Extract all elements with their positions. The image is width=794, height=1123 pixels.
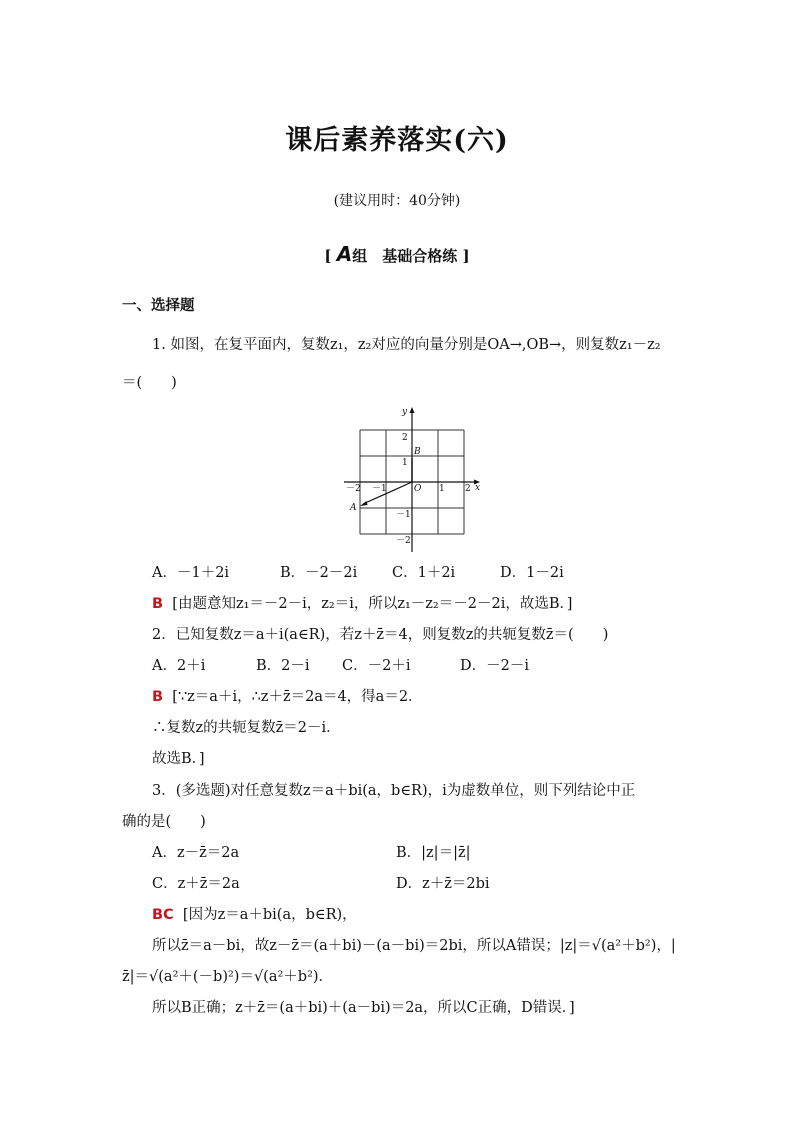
complex-plane-figure — [336, 402, 486, 554]
q2-solution-line3: 故选B．] — [152, 751, 205, 767]
q2-option-b: B．2－i — [256, 658, 310, 674]
q3-option-b: B．|z|＝|z̄| — [396, 845, 471, 861]
q3-option-a: A．z－z̄＝2a — [152, 845, 240, 861]
time-note: (建议用时：40分钟) — [333, 193, 461, 209]
tick-y-2: 2 — [402, 433, 408, 443]
q1-answer: B — [152, 596, 164, 612]
group-header — [0, 242, 794, 266]
q3-answer: BC — [152, 907, 174, 923]
tick-x-m2: －2 — [346, 484, 361, 494]
vector-oa — [363, 482, 412, 504]
tick-y-m2: －2 — [396, 536, 411, 546]
q1-option-d: D．1－2i — [500, 565, 564, 581]
q3-stem-line2: 确的是( ) — [122, 814, 206, 830]
section-heading: 一、选择题 — [122, 297, 195, 314]
q1-stem-line1: 1. 如图，在复平面内，复数z₁，z₂对应的向量分别是OA→,OB→，则复数z₁－z₂ — [152, 337, 661, 353]
q3-solution-line2: 所以z̄＝a－bi，故z－z̄＝(a＋bi)－(a－bi)＝2bi，所以A错误；|z|＝√(a²＋b²)，| — [152, 938, 676, 954]
q3-options-row2 — [152, 874, 712, 894]
tick-x-2: 2 — [465, 484, 471, 494]
q1-solution — [152, 594, 572, 614]
group-label: 组 基础合格练 — [352, 247, 458, 265]
group-letter: A — [336, 242, 353, 266]
bracket-left: [ — [324, 247, 332, 265]
origin-label: O — [414, 484, 422, 494]
point-b-label: B — [414, 447, 421, 457]
q3-solution-text1: [因为z＝a＋bi(a，b∈R)， — [182, 907, 357, 923]
q2-solution-text1: [∵z＝a＋i，∴z＋z̄＝2a＝4，得a＝2． — [172, 689, 423, 705]
q2-options — [152, 656, 712, 676]
point-a-label: A — [350, 503, 357, 513]
q2-answer: B — [152, 689, 164, 705]
q2-stem: 2．已知复数z＝a＋i(a∈R)，若z＋z̄＝4，则复数z的共轭复数z̄＝( ) — [152, 627, 609, 643]
q2-solution-line1 — [152, 687, 423, 707]
tick-x-1: 1 — [439, 484, 445, 494]
q3-solution-line4: 所以B正确；z＋z̄＝(a＋bi)＋(a－bi)＝2a，所以C正确，D错误．] — [152, 1000, 575, 1016]
q3-option-d: D．z＋z̄＝2bi — [396, 876, 490, 892]
page-title: 课后素养落实(六) — [285, 125, 509, 156]
q2-option-d: D．－2－i — [460, 658, 529, 674]
q3-stem-line1: 3．(多选题)对任意复数z＝a＋bi(a，b∈R)，i为虚数单位，则下列结论中正 — [152, 783, 636, 799]
tick-y-m1: －1 — [396, 510, 411, 520]
q1-option-b: B．－2－2i — [280, 565, 358, 581]
bracket-right: ] — [462, 247, 470, 265]
tick-x-m1: －1 — [372, 484, 387, 494]
tick-y-1: 1 — [402, 458, 408, 468]
q3-options-row1 — [152, 843, 712, 863]
q1-option-a: A．－1＋2i — [152, 565, 230, 581]
y-axis-label: y — [402, 407, 408, 417]
q3-solution-line3: z̄|＝√(a²＋(－b)²)＝√(a²＋b²)． — [122, 969, 334, 985]
q2-option-c: C．－2＋i — [342, 658, 411, 674]
q3-solution-line1 — [152, 905, 357, 925]
q1-stem-line2: ＝( ) — [122, 375, 177, 391]
x-axis-label: x — [475, 483, 481, 493]
q1-option-c: C．1＋2i — [392, 565, 456, 581]
q2-option-a: A．2＋i — [152, 658, 206, 674]
q1-solution-text: [由题意知z₁＝－2－i，z₂＝i，所以z₁－z₂＝－2－2i，故选B．] — [172, 596, 573, 612]
q2-solution-line2: ∴复数z的共轭复数z̄＝2－i． — [152, 720, 341, 736]
q3-option-c: C．z＋z̄＝2a — [152, 876, 240, 892]
vector-oa-arrow — [360, 501, 368, 506]
q1-options — [152, 563, 712, 583]
y-axis-arrow — [410, 407, 415, 413]
